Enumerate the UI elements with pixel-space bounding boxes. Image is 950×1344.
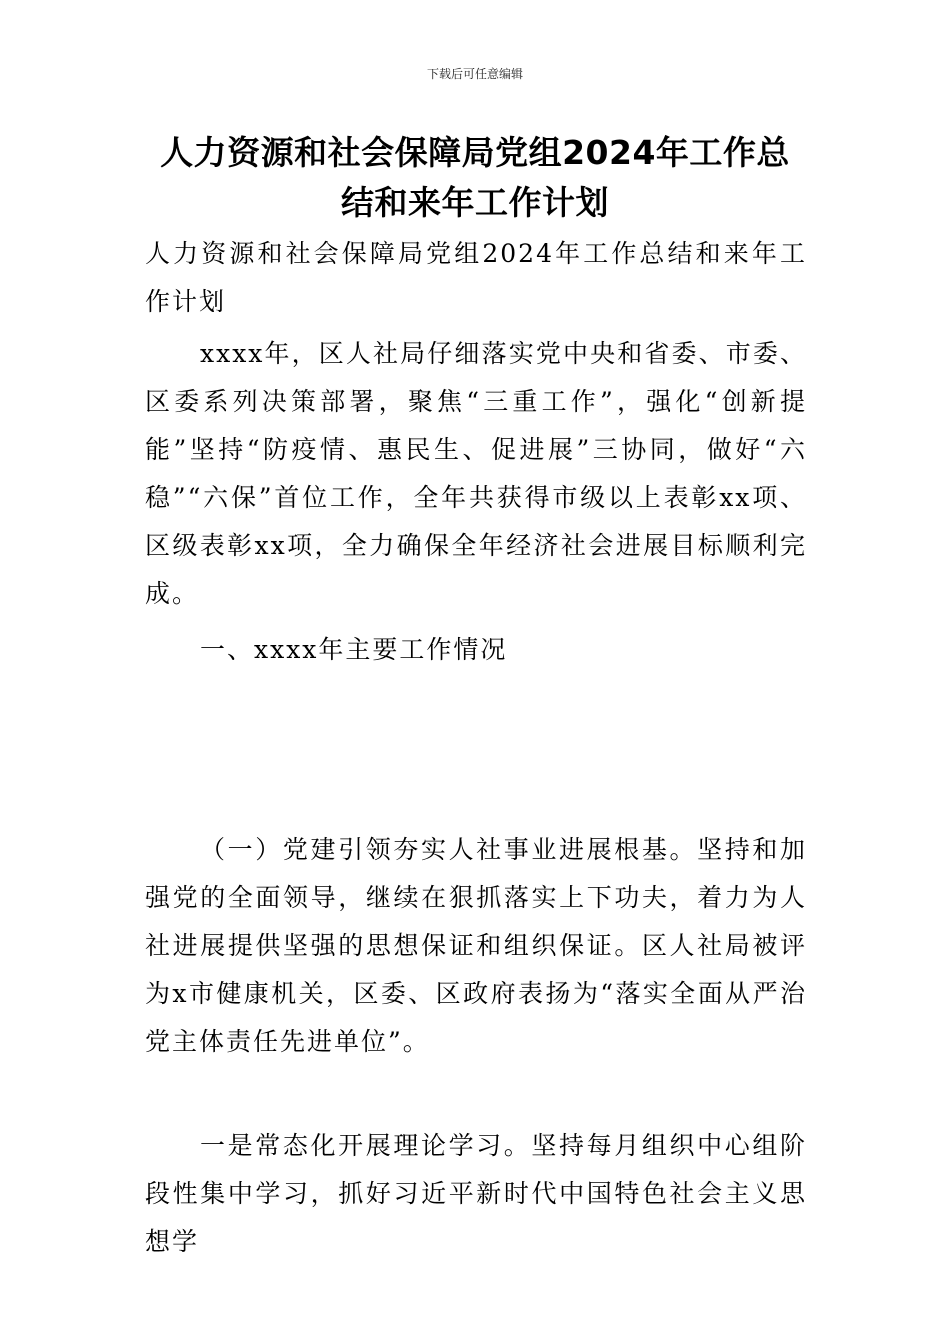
- document-title: 人力资源和社会保障局党组2024年工作总结和来年工作计划: [160, 133, 790, 222]
- item-one-paragraph: 一是常态化开展理论学习。坚持每月组织中心组阶段性集中学习，抓好习近平新时代中国特色社会主义思想学: [145, 1131, 807, 1256]
- header-note: 下载后可任意编辑: [426, 67, 523, 81]
- intro-paragraph: xxxx年，区人社局仔细落实党中央和省委、市委、区委系列决策部署，聚焦“三重工作”，强化“创新提能”坚持“防疫情、惠民生、促进展”三协同，做好“六稳”“六保”首位工作，全年共获得市级以上表彰xx项、区级表彰xx项，全力确保全年经济社会进展目标顺利完成。: [145, 339, 807, 608]
- section-one-paragraph: （一）党建引领夯实人社事业进展根基。坚持和加强党的全面领导，继续在狠抓落实上下功夫，着力为人社进展提供坚强的思想保证和组织保证。区人社局被评为x市健康机关，区委、区政府表扬为“落实全面从严治党主体责任先进单位”。: [145, 835, 807, 1056]
- section-heading: 一、xxxx年主要工作情况: [200, 635, 508, 664]
- document-subtitle: 人力资源和社会保障局党组2024年工作总结和来年工作计划: [145, 239, 807, 316]
